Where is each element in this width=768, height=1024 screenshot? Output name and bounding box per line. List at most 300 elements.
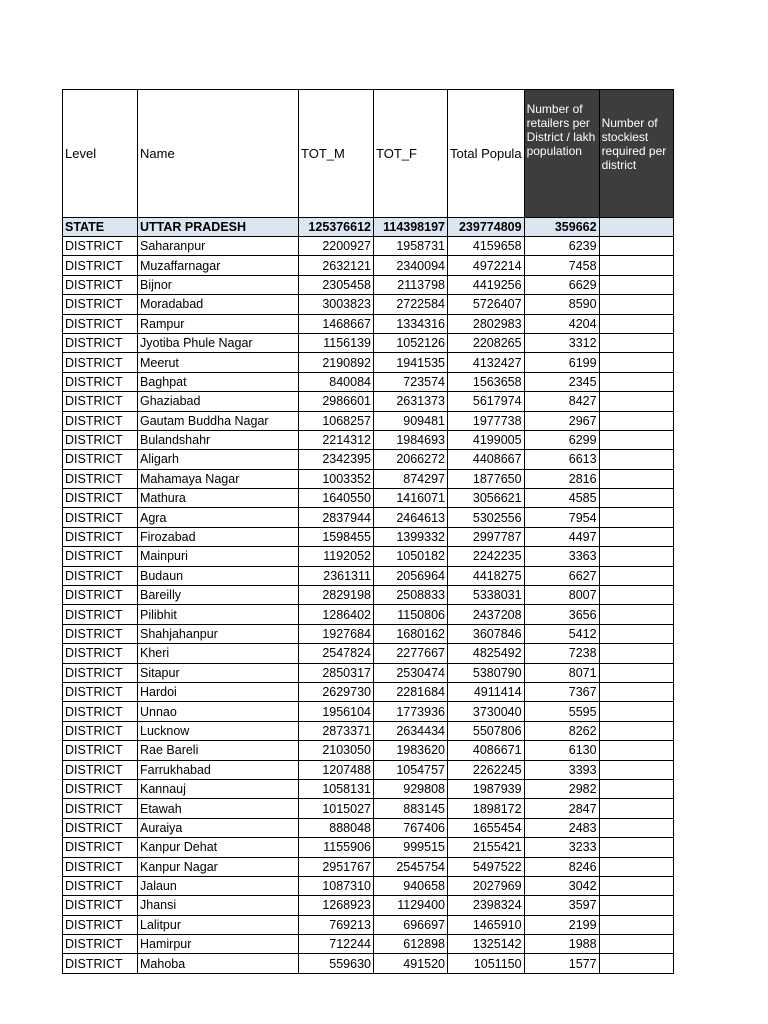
cell-stockiest[interactable] bbox=[599, 353, 673, 372]
cell-stockiest[interactable] bbox=[599, 333, 673, 352]
cell-total[interactable]: 3730040 bbox=[448, 702, 525, 721]
cell-total[interactable]: 3607846 bbox=[448, 624, 525, 643]
cell-stockiest[interactable] bbox=[599, 915, 673, 934]
cell-stockiest[interactable] bbox=[599, 857, 673, 876]
cell-retailers[interactable]: 3363 bbox=[524, 547, 599, 566]
table-row bbox=[63, 954, 674, 973]
cell-total[interactable]: 1655454 bbox=[448, 818, 525, 837]
cell-level[interactable]: DISTRICT bbox=[63, 779, 138, 798]
cell-name[interactable]: Pilibhit bbox=[138, 605, 299, 624]
cell-level[interactable]: DISTRICT bbox=[63, 392, 138, 411]
cell-total[interactable]: 4159658 bbox=[448, 237, 525, 256]
cell-tot-m[interactable]: 2951767 bbox=[299, 857, 374, 876]
cell-name[interactable]: Unnao bbox=[138, 702, 299, 721]
cell-tot-f[interactable]: 2631373 bbox=[374, 392, 448, 411]
cell-name[interactable]: Hamirpur bbox=[138, 935, 299, 954]
cell-retailers[interactable]: 7238 bbox=[524, 644, 599, 663]
table-row bbox=[63, 779, 674, 798]
cell-total[interactable]: 4199005 bbox=[448, 430, 525, 449]
cell-total[interactable]: 5617974 bbox=[448, 392, 525, 411]
cell-tot-m[interactable]: 2190892 bbox=[299, 353, 374, 372]
cell-tot-f[interactable]: 1983620 bbox=[374, 741, 448, 760]
cell-tot-m[interactable]: 3003823 bbox=[299, 295, 374, 314]
cell-tot-m[interactable]: 2361311 bbox=[299, 566, 374, 585]
cell-tot-f[interactable]: 2545754 bbox=[374, 857, 448, 876]
cell-tot-m[interactable]: 1058131 bbox=[299, 779, 374, 798]
cell-level[interactable]: DISTRICT bbox=[63, 527, 138, 546]
cell-tot-m[interactable]: 559630 bbox=[299, 954, 374, 973]
cell-tot-f[interactable]: 1054757 bbox=[374, 760, 448, 779]
cell-tot-m[interactable]: 769213 bbox=[299, 915, 374, 934]
cell-retailers[interactable]: 5595 bbox=[524, 702, 599, 721]
cell-name[interactable]: Bareilly bbox=[138, 586, 299, 605]
cell-total[interactable]: 2997787 bbox=[448, 527, 525, 546]
cell-total[interactable]: 5726407 bbox=[448, 295, 525, 314]
cell-total[interactable]: 2027969 bbox=[448, 876, 525, 895]
cell-level[interactable]: DISTRICT bbox=[63, 838, 138, 857]
cell-retailers[interactable]: 4585 bbox=[524, 489, 599, 508]
cell-total[interactable]: 2208265 bbox=[448, 333, 525, 352]
table-row bbox=[63, 896, 674, 915]
table-row bbox=[63, 489, 674, 508]
cell-retailers[interactable]: 5412 bbox=[524, 624, 599, 643]
cell-retailers[interactable]: 359662 bbox=[524, 218, 599, 237]
cell-total[interactable]: 2437208 bbox=[448, 605, 525, 624]
cell-name[interactable]: Moradabad bbox=[138, 295, 299, 314]
cell-stockiest[interactable] bbox=[599, 218, 673, 237]
cell-retailers[interactable]: 6627 bbox=[524, 566, 599, 585]
header-retailers[interactable]: Number of retailers per District / lakh population bbox=[524, 90, 599, 218]
cell-tot-f[interactable]: 1958731 bbox=[374, 237, 448, 256]
cell-tot-f[interactable]: 999515 bbox=[374, 838, 448, 857]
cell-tot-m[interactable]: 2305458 bbox=[299, 275, 374, 294]
cell-tot-f[interactable]: 883145 bbox=[374, 799, 448, 818]
cell-name[interactable]: Jalaun bbox=[138, 876, 299, 895]
cell-level[interactable]: DISTRICT bbox=[63, 721, 138, 740]
cell-tot-f[interactable]: 2340094 bbox=[374, 256, 448, 275]
cell-tot-m[interactable]: 2103050 bbox=[299, 741, 374, 760]
cell-stockiest[interactable] bbox=[599, 624, 673, 643]
table-row bbox=[63, 372, 674, 391]
cell-retailers[interactable]: 1577 bbox=[524, 954, 599, 973]
cell-level[interactable]: DISTRICT bbox=[63, 702, 138, 721]
cell-total[interactable]: 1898172 bbox=[448, 799, 525, 818]
cell-tot-m[interactable]: 2547824 bbox=[299, 644, 374, 663]
cell-total[interactable]: 1977738 bbox=[448, 411, 525, 430]
cell-level[interactable]: DISTRICT bbox=[63, 954, 138, 973]
cell-level[interactable]: DISTRICT bbox=[63, 682, 138, 701]
cell-tot-f[interactable]: 114398197 bbox=[374, 218, 448, 237]
cell-stockiest[interactable] bbox=[599, 411, 673, 430]
cell-total[interactable]: 1325142 bbox=[448, 935, 525, 954]
cell-stockiest[interactable] bbox=[599, 392, 673, 411]
cell-tot-f[interactable]: 1334316 bbox=[374, 314, 448, 333]
cell-stockiest[interactable] bbox=[599, 469, 673, 488]
cell-tot-f[interactable]: 612898 bbox=[374, 935, 448, 954]
table-row bbox=[63, 935, 674, 954]
table-row bbox=[63, 295, 674, 314]
cell-tot-f[interactable]: 1941535 bbox=[374, 353, 448, 372]
cell-total[interactable]: 5497522 bbox=[448, 857, 525, 876]
cell-tot-f[interactable]: 1416071 bbox=[374, 489, 448, 508]
header-total-population[interactable]: Total Popula bbox=[448, 90, 525, 218]
cell-retailers[interactable]: 3042 bbox=[524, 876, 599, 895]
cell-retailers[interactable]: 6629 bbox=[524, 275, 599, 294]
cell-tot-m[interactable]: 1207488 bbox=[299, 760, 374, 779]
cell-name[interactable]: Bulandshahr bbox=[138, 430, 299, 449]
cell-tot-m[interactable]: 1003352 bbox=[299, 469, 374, 488]
cell-level[interactable]: DISTRICT bbox=[63, 818, 138, 837]
cell-total[interactable]: 2155421 bbox=[448, 838, 525, 857]
header-tot-f[interactable]: TOT_F bbox=[374, 90, 448, 218]
cell-name[interactable]: Mahoba bbox=[138, 954, 299, 973]
table-row bbox=[63, 818, 674, 837]
cell-name[interactable]: Gautam Buddha Nagar bbox=[138, 411, 299, 430]
cell-tot-f[interactable]: 696697 bbox=[374, 915, 448, 934]
cell-total[interactable]: 1877650 bbox=[448, 469, 525, 488]
cell-retailers[interactable]: 3597 bbox=[524, 896, 599, 915]
cell-stockiest[interactable] bbox=[599, 508, 673, 527]
cell-name[interactable]: Auraiya bbox=[138, 818, 299, 837]
cell-tot-f[interactable]: 1150806 bbox=[374, 605, 448, 624]
table-row bbox=[63, 799, 674, 818]
cell-stockiest[interactable] bbox=[599, 605, 673, 624]
cell-level[interactable]: DISTRICT bbox=[63, 333, 138, 352]
cell-tot-m[interactable]: 1956104 bbox=[299, 702, 374, 721]
cell-name[interactable]: Jhansi bbox=[138, 896, 299, 915]
cell-retailers[interactable]: 3233 bbox=[524, 838, 599, 857]
cell-retailers[interactable]: 4204 bbox=[524, 314, 599, 333]
cell-stockiest[interactable] bbox=[599, 896, 673, 915]
cell-retailers[interactable]: 2483 bbox=[524, 818, 599, 837]
cell-level[interactable]: DISTRICT bbox=[63, 566, 138, 585]
cell-stockiest[interactable] bbox=[599, 237, 673, 256]
cell-level[interactable]: DISTRICT bbox=[63, 295, 138, 314]
cell-total[interactable]: 4911414 bbox=[448, 682, 525, 701]
cell-total[interactable]: 4132427 bbox=[448, 353, 525, 372]
cell-name[interactable]: Kanpur Dehat bbox=[138, 838, 299, 857]
cell-level[interactable]: DISTRICT bbox=[63, 935, 138, 954]
cell-retailers[interactable]: 8427 bbox=[524, 392, 599, 411]
cell-level[interactable]: DISTRICT bbox=[63, 508, 138, 527]
cell-level[interactable]: DISTRICT bbox=[63, 411, 138, 430]
cell-retailers[interactable]: 6239 bbox=[524, 237, 599, 256]
cell-level[interactable]: DISTRICT bbox=[63, 857, 138, 876]
cell-total[interactable]: 5338031 bbox=[448, 586, 525, 605]
cell-tot-m[interactable]: 2629730 bbox=[299, 682, 374, 701]
cell-name[interactable]: Kheri bbox=[138, 644, 299, 663]
cell-tot-m[interactable]: 2986601 bbox=[299, 392, 374, 411]
cell-name[interactable]: Baghpat bbox=[138, 372, 299, 391]
cell-retailers[interactable]: 2847 bbox=[524, 799, 599, 818]
cell-retailers[interactable]: 6130 bbox=[524, 741, 599, 760]
cell-level[interactable]: DISTRICT bbox=[63, 624, 138, 643]
cell-stockiest[interactable] bbox=[599, 450, 673, 469]
table-row bbox=[63, 644, 674, 663]
cell-name[interactable]: UTTAR PRADESH bbox=[138, 218, 299, 237]
cell-name[interactable]: Meerut bbox=[138, 353, 299, 372]
cell-stockiest[interactable] bbox=[599, 799, 673, 818]
cell-tot-f[interactable]: 2634434 bbox=[374, 721, 448, 740]
cell-total[interactable]: 1987939 bbox=[448, 779, 525, 798]
cell-total[interactable]: 1051150 bbox=[448, 954, 525, 973]
cell-tot-m[interactable]: 1068257 bbox=[299, 411, 374, 430]
cell-total[interactable]: 4972214 bbox=[448, 256, 525, 275]
cell-stockiest[interactable] bbox=[599, 760, 673, 779]
cell-level[interactable]: DISTRICT bbox=[63, 450, 138, 469]
cell-total[interactable]: 1563658 bbox=[448, 372, 525, 391]
cell-tot-m[interactable]: 1598455 bbox=[299, 527, 374, 546]
cell-tot-m[interactable]: 2873371 bbox=[299, 721, 374, 740]
cell-tot-f[interactable]: 2056964 bbox=[374, 566, 448, 585]
header-tot-m[interactable]: TOT_M bbox=[299, 90, 374, 218]
cell-total[interactable]: 1465910 bbox=[448, 915, 525, 934]
cell-retailers[interactable]: 2816 bbox=[524, 469, 599, 488]
cell-level[interactable]: DISTRICT bbox=[63, 605, 138, 624]
cell-tot-f[interactable]: 940658 bbox=[374, 876, 448, 895]
cell-tot-f[interactable]: 2508833 bbox=[374, 586, 448, 605]
cell-tot-m[interactable]: 1192052 bbox=[299, 547, 374, 566]
cell-tot-m[interactable]: 2632121 bbox=[299, 256, 374, 275]
cell-total[interactable]: 2398324 bbox=[448, 896, 525, 915]
cell-level[interactable]: DISTRICT bbox=[63, 469, 138, 488]
cell-tot-m[interactable]: 840084 bbox=[299, 372, 374, 391]
cell-stockiest[interactable] bbox=[599, 682, 673, 701]
cell-tot-f[interactable]: 2464613 bbox=[374, 508, 448, 527]
cell-tot-m[interactable]: 1156139 bbox=[299, 333, 374, 352]
cell-stockiest[interactable] bbox=[599, 954, 673, 973]
cell-total[interactable]: 2802983 bbox=[448, 314, 525, 333]
cell-tot-m[interactable]: 2342395 bbox=[299, 450, 374, 469]
table-row bbox=[63, 741, 674, 760]
cell-level[interactable]: DISTRICT bbox=[63, 644, 138, 663]
cell-tot-f[interactable]: 1773936 bbox=[374, 702, 448, 721]
table-row bbox=[63, 915, 674, 934]
table-row bbox=[63, 876, 674, 895]
cell-retailers[interactable]: 4497 bbox=[524, 527, 599, 546]
cell-tot-f[interactable]: 1129400 bbox=[374, 896, 448, 915]
cell-total[interactable]: 4419256 bbox=[448, 275, 525, 294]
cell-tot-m[interactable]: 712244 bbox=[299, 935, 374, 954]
cell-tot-f[interactable]: 909481 bbox=[374, 411, 448, 430]
cell-retailers[interactable]: 8071 bbox=[524, 663, 599, 682]
cell-tot-m[interactable]: 2200927 bbox=[299, 237, 374, 256]
cell-name[interactable]: Aligarh bbox=[138, 450, 299, 469]
cell-tot-f[interactable]: 1052126 bbox=[374, 333, 448, 352]
cell-retailers[interactable]: 8246 bbox=[524, 857, 599, 876]
cell-tot-f[interactable]: 2277667 bbox=[374, 644, 448, 663]
cell-level[interactable]: DISTRICT bbox=[63, 586, 138, 605]
cell-level[interactable]: DISTRICT bbox=[63, 760, 138, 779]
cell-retailers[interactable]: 2982 bbox=[524, 779, 599, 798]
cell-retailers[interactable]: 3656 bbox=[524, 605, 599, 624]
cell-tot-m[interactable]: 1268923 bbox=[299, 896, 374, 915]
cell-retailers[interactable]: 1988 bbox=[524, 935, 599, 954]
cell-tot-f[interactable]: 2066272 bbox=[374, 450, 448, 469]
cell-level[interactable]: DISTRICT bbox=[63, 430, 138, 449]
cell-name[interactable]: Jyotiba Phule Nagar bbox=[138, 333, 299, 352]
cell-name[interactable]: Etawah bbox=[138, 799, 299, 818]
table-row bbox=[63, 256, 674, 275]
cell-tot-m[interactable]: 888048 bbox=[299, 818, 374, 837]
cell-stockiest[interactable] bbox=[599, 527, 673, 546]
cell-tot-f[interactable]: 723574 bbox=[374, 372, 448, 391]
cell-stockiest[interactable] bbox=[599, 372, 673, 391]
cell-tot-m[interactable]: 1286402 bbox=[299, 605, 374, 624]
cell-name[interactable]: Mathura bbox=[138, 489, 299, 508]
cell-name[interactable]: Mainpuri bbox=[138, 547, 299, 566]
cell-retailers[interactable]: 8007 bbox=[524, 586, 599, 605]
cell-retailers[interactable]: 7954 bbox=[524, 508, 599, 527]
cell-tot-m[interactable]: 1468667 bbox=[299, 314, 374, 333]
cell-stockiest[interactable] bbox=[599, 256, 673, 275]
cell-retailers[interactable]: 2967 bbox=[524, 411, 599, 430]
cell-level[interactable]: DISTRICT bbox=[63, 741, 138, 760]
cell-total[interactable]: 5380790 bbox=[448, 663, 525, 682]
cell-retailers[interactable]: 8590 bbox=[524, 295, 599, 314]
cell-total[interactable]: 4086671 bbox=[448, 741, 525, 760]
cell-total[interactable]: 5302556 bbox=[448, 508, 525, 527]
header-level[interactable]: Level bbox=[63, 90, 138, 218]
cell-level[interactable]: DISTRICT bbox=[63, 915, 138, 934]
cell-name[interactable]: Hardoi bbox=[138, 682, 299, 701]
cell-stockiest[interactable] bbox=[599, 721, 673, 740]
cell-level[interactable]: DISTRICT bbox=[63, 663, 138, 682]
cell-total[interactable]: 239774809 bbox=[448, 218, 525, 237]
table-row bbox=[63, 624, 674, 643]
table-body bbox=[63, 218, 674, 974]
cell-retailers[interactable]: 2345 bbox=[524, 372, 599, 391]
cell-tot-m[interactable]: 2837944 bbox=[299, 508, 374, 527]
cell-stockiest[interactable] bbox=[599, 586, 673, 605]
cell-name[interactable]: Bijnor bbox=[138, 275, 299, 294]
cell-tot-f[interactable]: 1984693 bbox=[374, 430, 448, 449]
cell-tot-m[interactable]: 2850317 bbox=[299, 663, 374, 682]
cell-tot-f[interactable]: 929808 bbox=[374, 779, 448, 798]
cell-tot-f[interactable]: 2281684 bbox=[374, 682, 448, 701]
cell-name[interactable]: Saharanpur bbox=[138, 237, 299, 256]
cell-stockiest[interactable] bbox=[599, 838, 673, 857]
cell-level[interactable]: DISTRICT bbox=[63, 372, 138, 391]
cell-name[interactable]: Mahamaya Nagar bbox=[138, 469, 299, 488]
state-row bbox=[63, 218, 674, 237]
cell-level[interactable]: DISTRICT bbox=[63, 799, 138, 818]
cell-retailers[interactable]: 7367 bbox=[524, 682, 599, 701]
cell-tot-f[interactable]: 2530474 bbox=[374, 663, 448, 682]
cell-tot-f[interactable]: 1399332 bbox=[374, 527, 448, 546]
cell-tot-m[interactable]: 1155906 bbox=[299, 838, 374, 857]
cell-level[interactable]: DISTRICT bbox=[63, 547, 138, 566]
cell-total[interactable]: 3056621 bbox=[448, 489, 525, 508]
cell-retailers[interactable]: 6299 bbox=[524, 430, 599, 449]
cell-stockiest[interactable] bbox=[599, 295, 673, 314]
cell-retailers[interactable]: 3393 bbox=[524, 760, 599, 779]
cell-retailers[interactable]: 6199 bbox=[524, 353, 599, 372]
cell-stockiest[interactable] bbox=[599, 430, 673, 449]
cell-level[interactable]: DISTRICT bbox=[63, 489, 138, 508]
cell-total[interactable]: 2242235 bbox=[448, 547, 525, 566]
cell-stockiest[interactable] bbox=[599, 663, 673, 682]
cell-stockiest[interactable] bbox=[599, 935, 673, 954]
cell-name[interactable]: Farrukhabad bbox=[138, 760, 299, 779]
cell-total[interactable]: 5507806 bbox=[448, 721, 525, 740]
cell-name[interactable]: Ghaziabad bbox=[138, 392, 299, 411]
cell-name[interactable]: Shahjahanpur bbox=[138, 624, 299, 643]
cell-retailers[interactable]: 3312 bbox=[524, 333, 599, 352]
cell-stockiest[interactable] bbox=[599, 702, 673, 721]
cell-level[interactable]: DISTRICT bbox=[63, 237, 138, 256]
cell-stockiest[interactable] bbox=[599, 876, 673, 895]
cell-tot-m[interactable]: 1640550 bbox=[299, 489, 374, 508]
cell-tot-f[interactable]: 874297 bbox=[374, 469, 448, 488]
cell-name[interactable]: Rampur bbox=[138, 314, 299, 333]
cell-tot-f[interactable]: 2722584 bbox=[374, 295, 448, 314]
cell-level[interactable]: DISTRICT bbox=[63, 353, 138, 372]
cell-stockiest[interactable] bbox=[599, 314, 673, 333]
cell-name[interactable]: Rae Bareli bbox=[138, 741, 299, 760]
cell-stockiest[interactable] bbox=[599, 547, 673, 566]
cell-tot-m[interactable]: 125376612 bbox=[299, 218, 374, 237]
cell-name[interactable]: Lucknow bbox=[138, 721, 299, 740]
cell-total[interactable]: 4408667 bbox=[448, 450, 525, 469]
cell-tot-f[interactable]: 1050182 bbox=[374, 547, 448, 566]
cell-tot-m[interactable]: 2829198 bbox=[299, 586, 374, 605]
cell-tot-m[interactable]: 2214312 bbox=[299, 430, 374, 449]
cell-level[interactable]: DISTRICT bbox=[63, 876, 138, 895]
cell-level[interactable]: DISTRICT bbox=[63, 896, 138, 915]
cell-stockiest[interactable] bbox=[599, 818, 673, 837]
cell-name[interactable]: Sitapur bbox=[138, 663, 299, 682]
table-row bbox=[63, 237, 674, 256]
cell-retailers[interactable]: 2199 bbox=[524, 915, 599, 934]
cell-tot-f[interactable]: 2113798 bbox=[374, 275, 448, 294]
cell-tot-m[interactable]: 1087310 bbox=[299, 876, 374, 895]
cell-level[interactable]: DISTRICT bbox=[63, 314, 138, 333]
cell-total[interactable]: 4825492 bbox=[448, 644, 525, 663]
cell-total[interactable]: 4418275 bbox=[448, 566, 525, 585]
cell-name[interactable]: Kannauj bbox=[138, 779, 299, 798]
cell-stockiest[interactable] bbox=[599, 275, 673, 294]
cell-tot-f[interactable]: 491520 bbox=[374, 954, 448, 973]
cell-retailers[interactable]: 7458 bbox=[524, 256, 599, 275]
cell-name[interactable]: Kanpur Nagar bbox=[138, 857, 299, 876]
cell-stockiest[interactable] bbox=[599, 779, 673, 798]
cell-name[interactable]: Agra bbox=[138, 508, 299, 527]
header-stockiest[interactable]: Number of stockiest required per district bbox=[599, 90, 673, 218]
cell-stockiest[interactable] bbox=[599, 741, 673, 760]
cell-level[interactable]: DISTRICT bbox=[63, 275, 138, 294]
cell-name[interactable]: Budaun bbox=[138, 566, 299, 585]
cell-tot-m[interactable]: 1015027 bbox=[299, 799, 374, 818]
cell-name[interactable]: Firozabad bbox=[138, 527, 299, 546]
cell-stockiest[interactable] bbox=[599, 566, 673, 585]
cell-name[interactable]: Lalitpur bbox=[138, 915, 299, 934]
table-row bbox=[63, 508, 674, 527]
table-row bbox=[63, 605, 674, 624]
cell-stockiest[interactable] bbox=[599, 644, 673, 663]
cell-retailers[interactable]: 8262 bbox=[524, 721, 599, 740]
cell-level[interactable]: STATE bbox=[63, 218, 138, 237]
cell-total[interactable]: 2262245 bbox=[448, 760, 525, 779]
cell-tot-f[interactable]: 1680162 bbox=[374, 624, 448, 643]
cell-tot-m[interactable]: 1927684 bbox=[299, 624, 374, 643]
cell-tot-f[interactable]: 767406 bbox=[374, 818, 448, 837]
header-name[interactable]: Name bbox=[138, 90, 299, 218]
cell-name[interactable]: Muzaffarnagar bbox=[138, 256, 299, 275]
cell-retailers[interactable]: 6613 bbox=[524, 450, 599, 469]
cell-stockiest[interactable] bbox=[599, 489, 673, 508]
cell-level[interactable]: DISTRICT bbox=[63, 256, 138, 275]
